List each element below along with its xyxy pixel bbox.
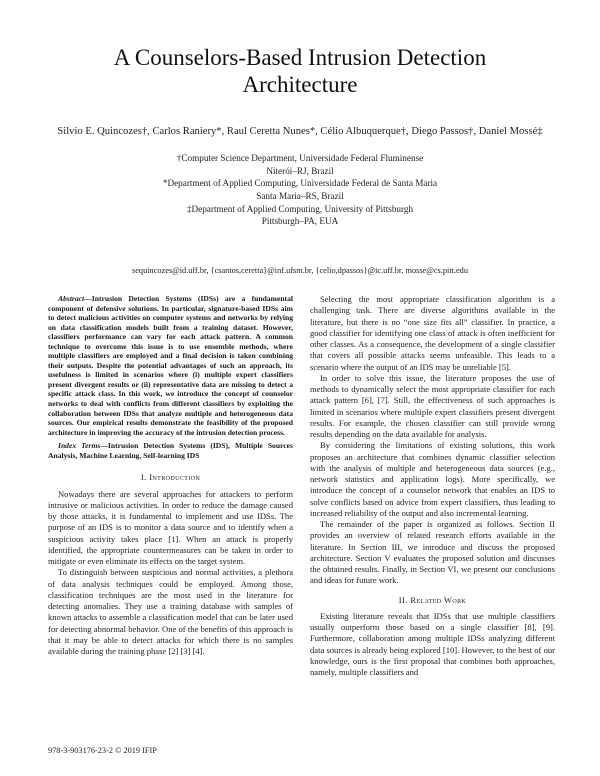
- body-paragraph: Selecting the most appropriate classification algorithm is a challenging task. There are diverse algorithms available in the literature, but there is no “one size fits all” classifier. In practice, a good classifier for identifying one class of attack is often inefficient for other classes. As a consequence, the development of a single classifier that covers all possible attacks seems unfeasible. This leads to a scenario where the output of an IDS may be unreliable [5].: [310, 294, 555, 372]
- affiliation-line: Santa Maria–RS, Brazil: [256, 191, 344, 202]
- body-paragraph: To distinguish between suspicious and normal activities, a plethora of data analysis techniques could be employed. Among those, classification techniques are the most used in the literature for detecting anomalies. They use a training database with samples of known attacks to assemble a classification model that can be later used for detecting abnormal behavior. One of the benefits of this approach is that it may be able to detect attacks for which there is no samples available during the training phase [2] [3] [4].: [48, 567, 293, 657]
- title-line-2: Architecture: [242, 72, 358, 97]
- affiliation-line: Pittsburgh–PA, EUA: [261, 216, 339, 227]
- abstract-label: Abstract—: [58, 294, 92, 303]
- copyright-footer: 978-3-903176-23-2 © 2019 IFIP: [48, 746, 157, 755]
- section-number: II.: [398, 594, 408, 605]
- affiliation-line: ‡Department of Applied Computing, University of Pittsburgh: [186, 203, 414, 214]
- title-line-1: A Counselors-Based Intrusion Detection: [113, 45, 487, 70]
- author-list: Silvio E. Quincozes†, Carlos Raniery*, Raul Ceretta Nunes*, Célio Albuquerque†, Diego Passos†, Daniel Mossé‡: [57, 126, 543, 137]
- section-title: Introduction: [149, 472, 201, 483]
- body-paragraph: Nowadays there are several approaches for attackers to perform intrusive or malicious activities. In order to reduce the damage caused by those attacks, it is fundamental to implement and use IDSs. The purpose of an IDS is to monitor a data source and to identify when a suspicious activity takes place [1]. When an attack is properly identified, the appropriate countermeasures can be taken in order to mitigate or even eliminate its effects on the target system.: [48, 488, 293, 567]
- index-terms-label: Index Terms: [58, 441, 101, 451]
- abstract-text: Intrusion Detection Systems (IDSs) are a fundamental component of defensive solutions. In particular, signature-based IDSs aim to detect malicious activities on computer systems and networks by relying on data classification models built from a training dataset. However, classifiers performance can vary for each attack pattern. A common technique to overcome this issue is to use ensemble methods, where multiple classifiers are employed and a final decision is taken combining their outputs. Despite the potential advantages of such an approach, its usefulness is limited in scenarios where (i) multiple expert classifiers present divergent results or (ii) representative data are missing to detect a specific attack class. In this work, we introduce the concept of counselor networks to deal with conflicts from different classifiers by exploiting the collaboration between IDSs that analyze multiple and heterogeneous data sources. Our empirical results demonstrate the feasibility of the proposed architecture in improving the accuracy of the intrusion detection process.: [48, 294, 293, 437]
- right-column: [310, 294, 555, 678]
- abstract: [48, 294, 293, 437]
- affiliation-line: Niterói–RJ, Brazil: [266, 165, 334, 176]
- affiliation-line: †Computer Science Department, Universidade Federal Fluminense: [176, 153, 424, 163]
- author-emails: sequincozes@id.uff.br, {csantos,ceretta}@inf.ufsm.br, {celio,dpassos}@ic.uff.br, mosse@cs.pitt.edu: [132, 266, 468, 275]
- index-terms-text: —Intrusion Detection Systems (IDS), Multiple Sources Analysis, Machine Learning, Self-learning IDS: [48, 441, 294, 460]
- body-paragraph: By considering the limitations of existing solutions, this work proposes an architecture that combines dynamic classifier selection with the analysis of multiple and heterogeneous data sources (e.g., network statistics and application logs). More specifically, we introduce the concept of a counselor network that enables an IDS to solve conflicts based on advice from expert classifiers, thus leading to increased reliability of the output and also incremental learning.: [310, 440, 555, 518]
- body-paragraph: The remainder of the paper is organized as follows. Section II provides an overview of related research efforts available in the literature. In Section III, we introduce and discuss the proposed architecture. Section V evaluates the proposed solution and discusses the obtained results. Finally, in Section VI, we present our conclusions and ideas for future work.: [310, 519, 555, 586]
- left-column: [48, 294, 293, 657]
- body-paragraph: In order to solve this issue, the literature proposes the use of methods to dynamically select the most appropriate classifier for each attack pattern [6], [7]. Still, the effectiveness of such approaches is limited in scenarios where multiple expert classifiers present divergent results. For example, the chosen classifier can still provide wrong results depending on the data available for analysis.: [310, 372, 555, 439]
- section-heading-related-work: [310, 595, 555, 606]
- affiliations: [0, 152, 600, 228]
- index-terms: [48, 441, 293, 460]
- affiliation-line: *Department of Applied Computing, Universidade Federal de Santa Maria: [162, 178, 438, 189]
- section-title: Related Work: [410, 594, 467, 605]
- paper-title: [0, 44, 600, 98]
- section-heading-introduction: [48, 472, 293, 483]
- section-number: I.: [140, 472, 147, 483]
- body-paragraph: Existing literature reveals that IDSs that use multiple classifiers usually outperform those based on a single classifier [8], [9]. Furthermore, collaboration among multiple IDSs analyzing different data sources is already being explored [10]. However, to the best of our knowledge, ours is the first proposal that combines both approaches, namely, multiple classifiers and: [310, 610, 555, 677]
